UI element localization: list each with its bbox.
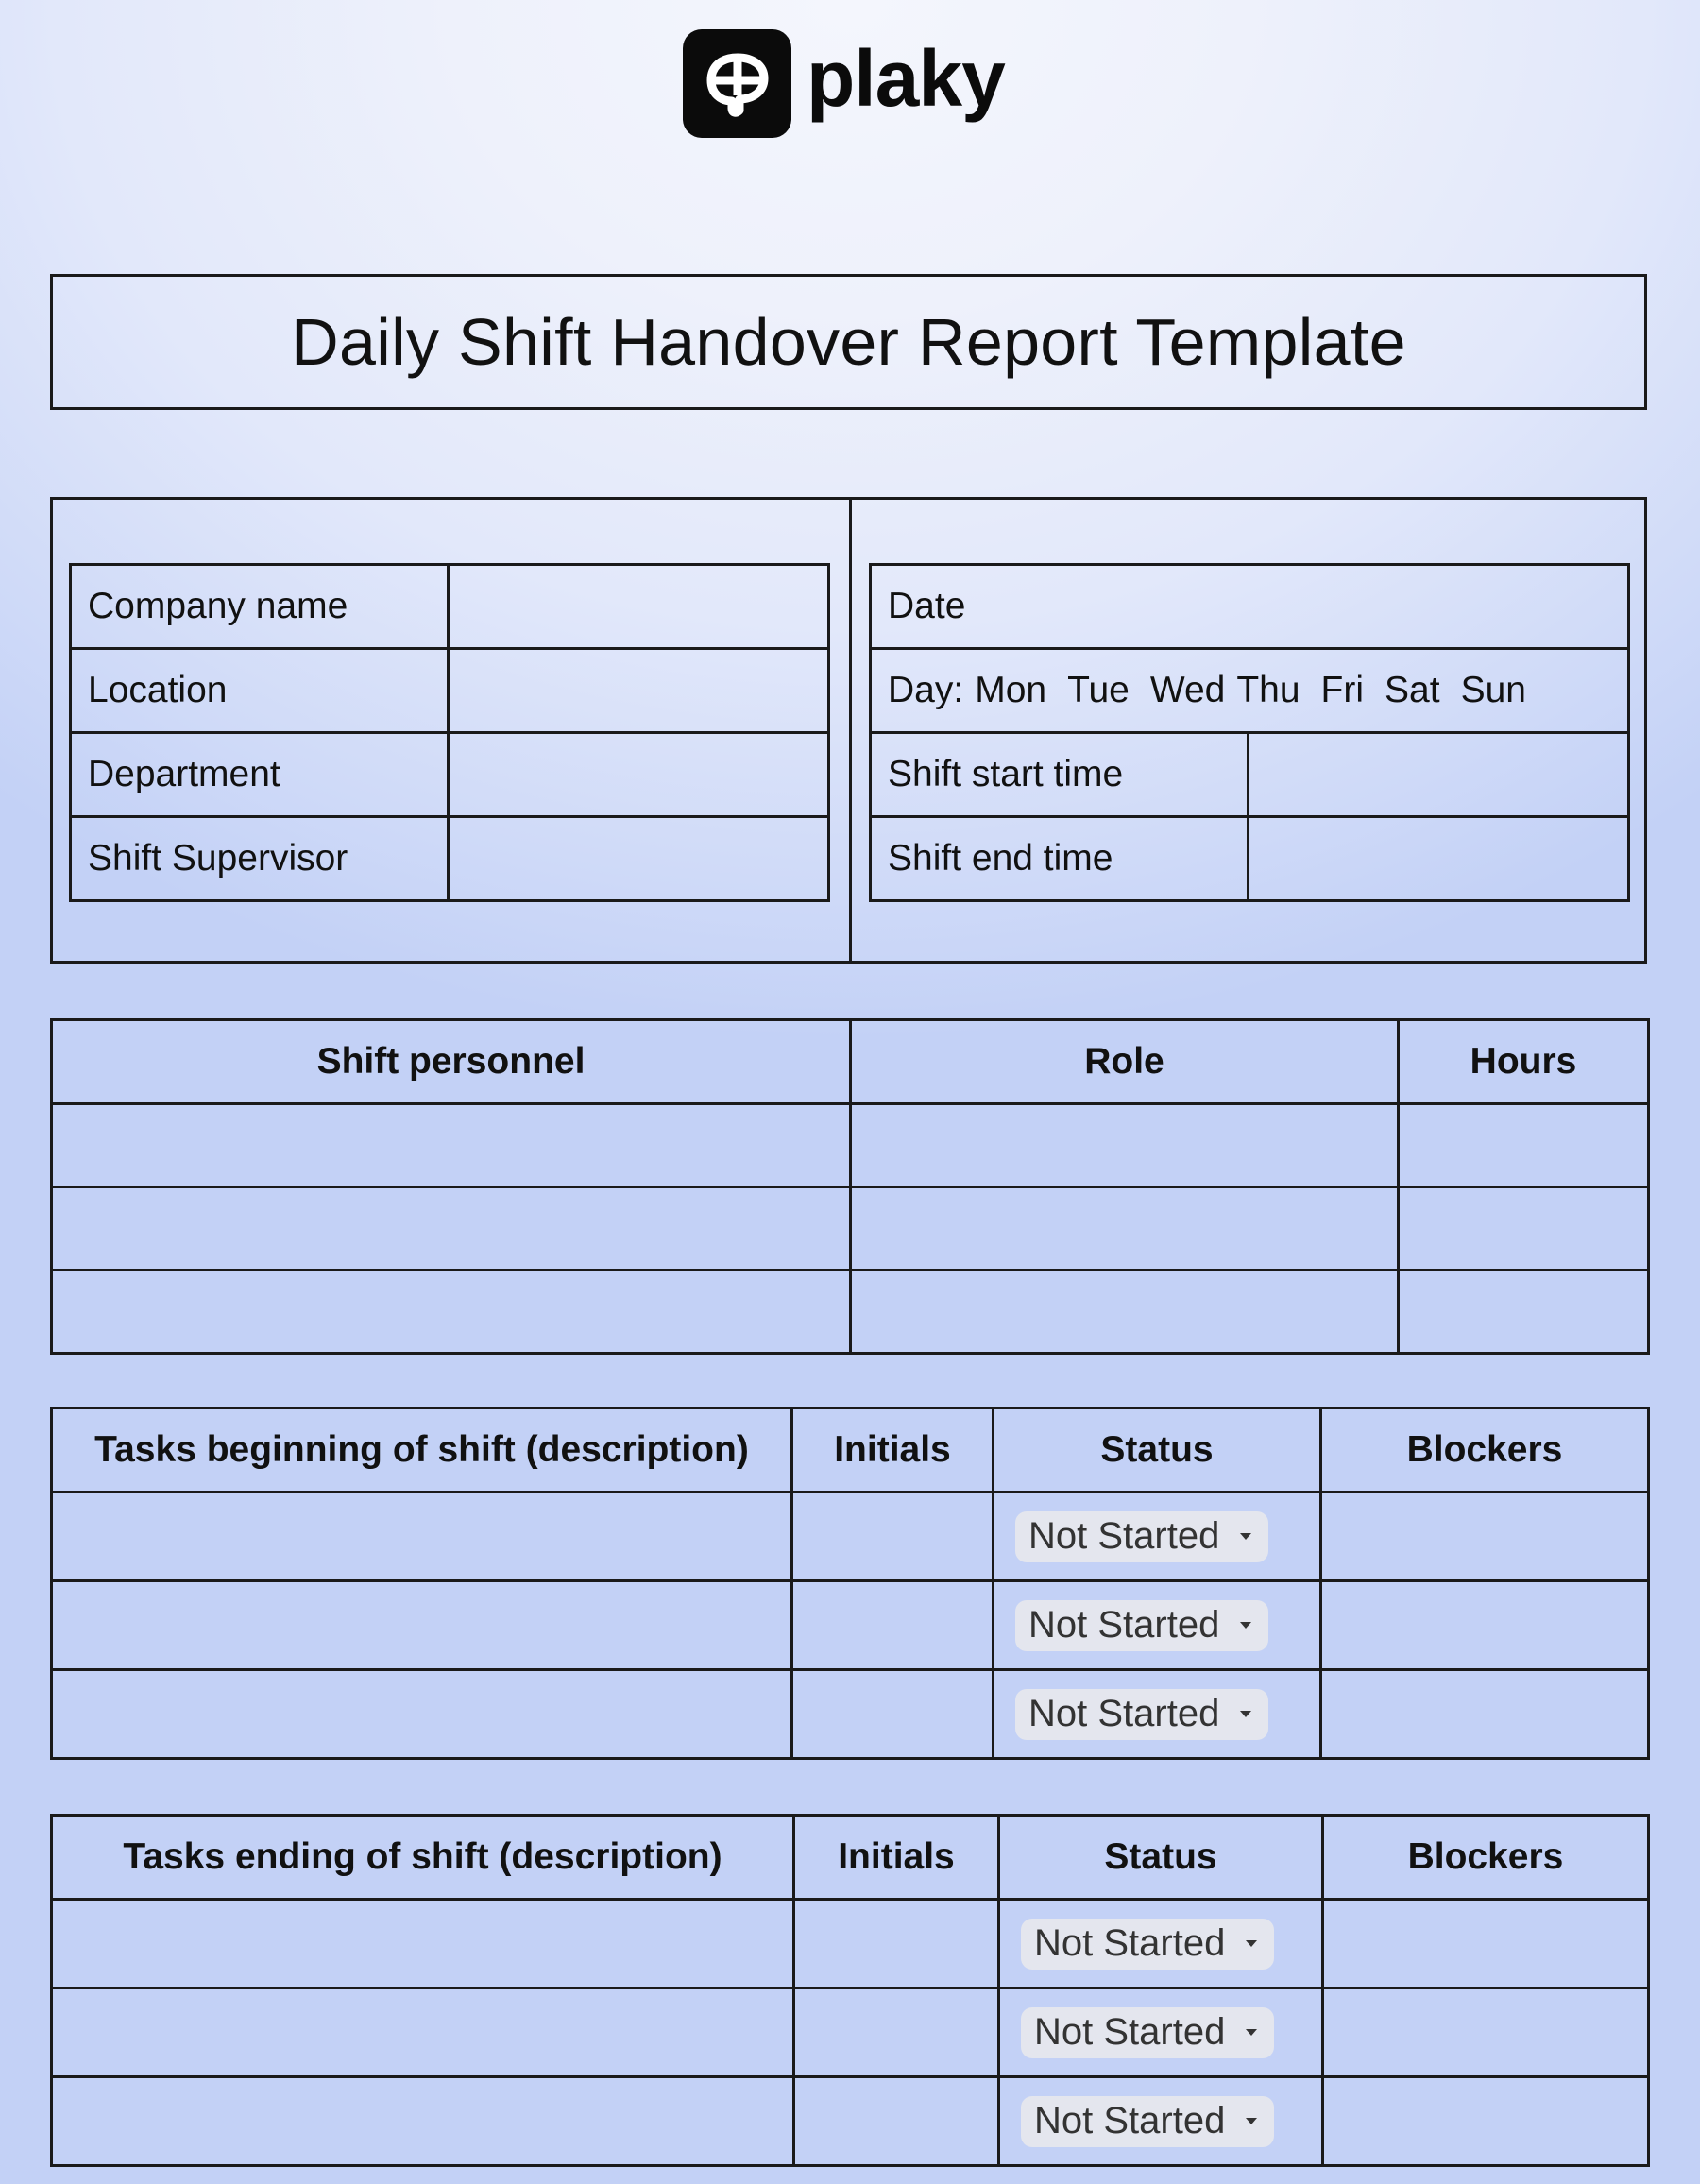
- personnel-table: [50, 1018, 1650, 1355]
- chevron-down-icon: [1240, 1622, 1251, 1629]
- location-label: Location: [71, 649, 449, 733]
- col-header-role: Role: [851, 1020, 1399, 1104]
- department-field[interactable]: [449, 733, 829, 817]
- initials-cell[interactable]: [794, 1900, 999, 1988]
- status-value: Not Started: [1028, 1515, 1220, 1557]
- blockers-cell[interactable]: [1321, 1581, 1649, 1670]
- chevron-down-icon: [1246, 1940, 1257, 1947]
- col-header-task-description: Tasks ending of shift (description): [52, 1816, 794, 1900]
- col-header-blockers: Blockers: [1321, 1408, 1649, 1493]
- shift-info-table: [869, 563, 1630, 902]
- blockers-cell[interactable]: [1323, 1988, 1649, 2077]
- status-cell: [994, 1670, 1321, 1759]
- hours-cell[interactable]: [1399, 1104, 1649, 1187]
- tasks-end-table: [50, 1814, 1650, 2167]
- day-option-wed[interactable]: Wed: [1149, 670, 1226, 710]
- table-row: [52, 2077, 1649, 2166]
- col-header-blockers: Blockers: [1323, 1816, 1649, 1900]
- task-description-cell[interactable]: [52, 1581, 792, 1670]
- location-field[interactable]: [449, 649, 829, 733]
- company-info-table: [69, 563, 830, 902]
- status-cell: [999, 2077, 1323, 2166]
- table-row: [52, 1493, 1649, 1581]
- status-dropdown[interactable]: [1015, 1511, 1268, 1562]
- table-row: [52, 1187, 1649, 1271]
- shift-end-field[interactable]: [1249, 817, 1629, 901]
- col-header-status: Status: [994, 1408, 1321, 1493]
- department-label: Department: [71, 733, 449, 817]
- info-row-supervisor: [71, 817, 829, 901]
- status-cell: [994, 1581, 1321, 1670]
- shift-supervisor-field[interactable]: [449, 817, 829, 901]
- col-header-initials: Initials: [794, 1816, 999, 1900]
- day-option-tue[interactable]: Tue: [1067, 670, 1130, 710]
- status-dropdown[interactable]: [1015, 1600, 1268, 1651]
- info-divider: [849, 500, 852, 961]
- col-header-hours: Hours: [1399, 1020, 1649, 1104]
- info-row-day: [871, 649, 1629, 733]
- chevron-down-icon: [1240, 1711, 1251, 1717]
- role-cell[interactable]: [851, 1271, 1399, 1354]
- status-value: Not Started: [1028, 1693, 1220, 1734]
- initials-cell[interactable]: [792, 1670, 994, 1759]
- info-row-shift-start: [871, 733, 1629, 817]
- status-dropdown[interactable]: [1021, 1919, 1274, 1970]
- blockers-cell[interactable]: [1321, 1493, 1649, 1581]
- table-row: [52, 1900, 1649, 1988]
- task-description-cell[interactable]: [52, 2077, 794, 2166]
- info-row-department: [71, 733, 829, 817]
- info-row-date: [871, 565, 1629, 649]
- plaky-logo-icon: [683, 29, 791, 138]
- col-header-personnel: Shift personnel: [52, 1020, 851, 1104]
- blockers-cell[interactable]: [1321, 1670, 1649, 1759]
- date-label: Date: [888, 586, 966, 626]
- table-row: [52, 1988, 1649, 2077]
- day-option-mon[interactable]: Mon: [975, 670, 1047, 710]
- table-row: [52, 1104, 1649, 1187]
- info-row-company: [71, 565, 829, 649]
- blockers-cell[interactable]: [1323, 2077, 1649, 2166]
- status-cell: [999, 1900, 1323, 1988]
- shift-supervisor-label: Shift Supervisor: [71, 817, 449, 901]
- status-value: Not Started: [1034, 2100, 1226, 2141]
- date-field[interactable]: [871, 565, 1629, 649]
- shift-start-field[interactable]: [1249, 733, 1629, 817]
- shift-end-label: Shift end time: [871, 817, 1249, 901]
- chevron-down-icon: [1240, 1533, 1251, 1540]
- company-name-field[interactable]: [449, 565, 829, 649]
- day-option-sun[interactable]: Sun: [1460, 670, 1526, 710]
- initials-cell[interactable]: [792, 1493, 994, 1581]
- page-title: Daily Shift Handover Report Template: [291, 305, 1406, 379]
- day-option-thu[interactable]: Thu: [1236, 670, 1300, 710]
- task-description-cell[interactable]: [52, 1988, 794, 2077]
- tasks-begin-header-row: [52, 1408, 1649, 1493]
- info-section: [50, 497, 1647, 964]
- task-description-cell[interactable]: [52, 1493, 792, 1581]
- role-cell[interactable]: [851, 1187, 1399, 1271]
- status-cell: [999, 1988, 1323, 2077]
- personnel-cell[interactable]: [52, 1104, 851, 1187]
- chevron-down-icon: [1246, 2029, 1257, 2036]
- task-description-cell[interactable]: [52, 1900, 794, 1988]
- plaky-logo: [683, 28, 1005, 139]
- personnel-cell[interactable]: [52, 1187, 851, 1271]
- day-label: Day:: [888, 670, 964, 710]
- col-header-task-description: Tasks beginning of shift (description): [52, 1408, 792, 1493]
- status-value: Not Started: [1034, 2011, 1226, 2053]
- title-box: [50, 274, 1647, 410]
- status-cell: [994, 1493, 1321, 1581]
- hours-cell[interactable]: [1399, 1271, 1649, 1354]
- personnel-cell[interactable]: [52, 1271, 851, 1354]
- tasks-end-header-row: [52, 1816, 1649, 1900]
- col-header-status: Status: [999, 1816, 1323, 1900]
- blockers-cell[interactable]: [1323, 1900, 1649, 1988]
- status-value: Not Started: [1034, 1922, 1226, 1964]
- initials-cell[interactable]: [794, 1988, 999, 2077]
- initials-cell[interactable]: [794, 2077, 999, 2166]
- role-cell[interactable]: [851, 1104, 1399, 1187]
- col-header-initials: Initials: [792, 1408, 994, 1493]
- hours-cell[interactable]: [1399, 1187, 1649, 1271]
- status-dropdown[interactable]: [1021, 2096, 1274, 2147]
- info-row-location: [71, 649, 829, 733]
- table-row: [52, 1271, 1649, 1354]
- day-option-sat[interactable]: Sat: [1385, 670, 1440, 710]
- tasks-begin-table: [50, 1407, 1650, 1760]
- table-row: [52, 1670, 1649, 1759]
- status-dropdown[interactable]: [1021, 2007, 1274, 2058]
- shift-start-label: Shift start time: [871, 733, 1249, 817]
- plaky-wordmark: plaky: [807, 33, 1005, 123]
- table-row: [52, 1581, 1649, 1670]
- personnel-header-row: [52, 1020, 1649, 1104]
- info-row-shift-end: [871, 817, 1629, 901]
- status-dropdown[interactable]: [1015, 1689, 1268, 1740]
- chevron-down-icon: [1246, 2118, 1257, 2124]
- day-selector: [871, 649, 1629, 733]
- task-description-cell[interactable]: [52, 1670, 792, 1759]
- initials-cell[interactable]: [792, 1581, 994, 1670]
- day-option-fri[interactable]: Fri: [1320, 670, 1365, 710]
- status-value: Not Started: [1028, 1604, 1220, 1646]
- company-name-label: Company name: [71, 565, 449, 649]
